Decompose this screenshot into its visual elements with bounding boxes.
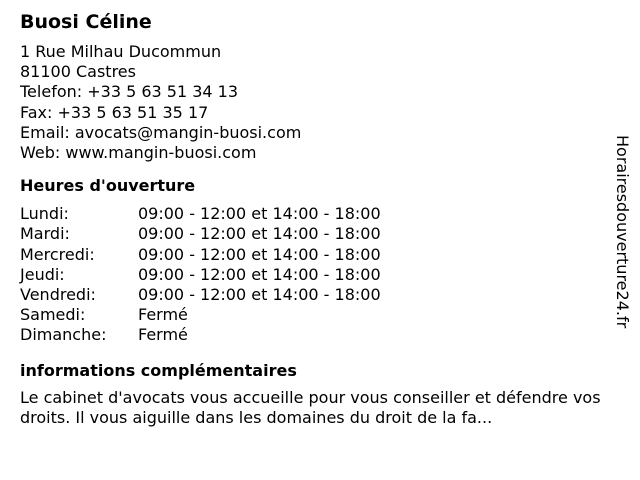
hours-time: Fermé	[138, 325, 188, 345]
hours-day: Dimanche:	[20, 325, 107, 345]
hours-row-sunday	[20, 325, 610, 345]
site-watermark: Horairesdouverture24.fr	[613, 135, 632, 329]
business-name: Buosi Céline	[20, 11, 152, 33]
hours-day: Jeudi:	[20, 264, 65, 284]
hours-day: Mercredi:	[20, 244, 95, 264]
hours-time: 09:00 - 12:00 et 14:00 - 18:00	[138, 224, 381, 244]
hours-row-monday	[20, 204, 610, 224]
hours-time: 09:00 - 12:00 et 14:00 - 18:00	[138, 244, 381, 264]
hours-row-thursday	[20, 265, 610, 285]
address-line-city: 81100 Castres	[20, 62, 136, 82]
hours-row-tuesday	[20, 224, 610, 244]
opening-hours-table	[20, 204, 610, 345]
business-card	[20, 8, 610, 429]
contact-block	[20, 42, 610, 163]
hours-day: Samedi:	[20, 305, 86, 325]
hours-day: Mardi:	[20, 224, 70, 244]
phone-line: Telefon: +33 5 63 51 34 13	[20, 82, 239, 102]
info-heading: informations complémentaires	[20, 360, 297, 380]
hours-row-friday	[20, 285, 610, 305]
hours-day: Lundi:	[20, 204, 69, 224]
hours-time: Fermé	[138, 305, 188, 325]
fax-line: Fax: +33 5 63 51 35 17	[20, 102, 209, 122]
hours-time: 09:00 - 12:00 et 14:00 - 18:00	[138, 264, 381, 284]
info-description: Le cabinet d'avocats vous accueille pour vous conseiller et défendre vos droits. Il vous aiguille dans les domaines du droit de la fa...	[20, 387, 601, 428]
hours-row-saturday	[20, 305, 610, 325]
hours-row-wednesday	[20, 245, 610, 265]
web-line: Web: www.mangin-buosi.com	[20, 143, 257, 163]
email-line: Email: avocats@mangin-buosi.com	[20, 122, 302, 142]
address-line-street: 1 Rue Milhau Ducommun	[20, 42, 222, 61]
hours-time: 09:00 - 12:00 et 14:00 - 18:00	[138, 204, 381, 224]
hours-time: 09:00 - 12:00 et 14:00 - 18:00	[138, 285, 381, 305]
hours-day: Vendredi:	[20, 285, 96, 305]
hours-heading: Heures d'ouverture	[20, 176, 196, 196]
